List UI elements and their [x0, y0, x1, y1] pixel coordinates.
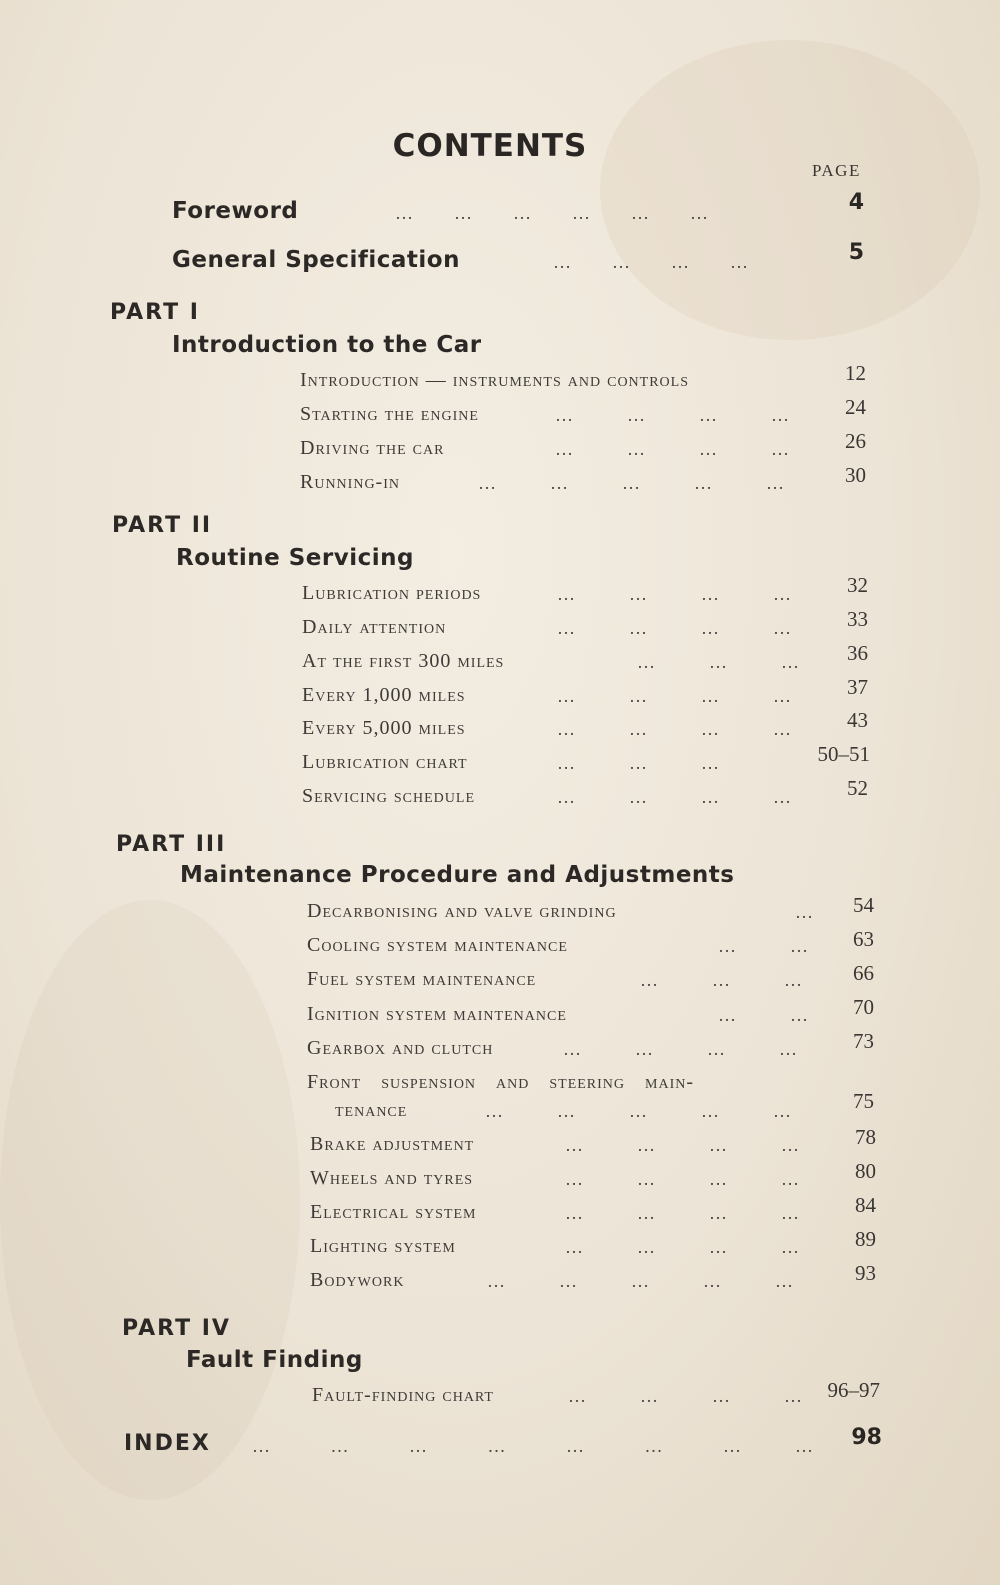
toc-item-page: 96–97: [827, 1378, 880, 1402]
toc-item-page: 66: [853, 961, 874, 985]
toc-item-label: Running-in: [300, 471, 400, 493]
toc-item-label: Fuel system maintenance: [307, 968, 537, 990]
toc-item-page: 75: [853, 1089, 874, 1113]
toc-item-label: Lubrication periods: [302, 582, 482, 604]
leader-dots: … …: [718, 936, 810, 956]
leader-dots: … … … …: [565, 1237, 801, 1257]
toc-item-label: Every 5,000 miles: [302, 717, 466, 739]
toc-item-page: 43: [847, 708, 868, 732]
toc-item-label: Gearbox and clutch: [307, 1037, 494, 1059]
leader-dots: … … … … …: [487, 1271, 795, 1291]
toc-general-specification-page: 5: [848, 240, 864, 265]
leader-dots: … … … …: [555, 439, 791, 459]
part-i-title: Introduction to the Car: [172, 332, 482, 358]
toc-item-page: 24: [845, 395, 866, 419]
part-iii-heading: PART III: [116, 832, 227, 857]
leader-dots: … … … …: [553, 252, 750, 272]
leader-dots: … … … … … … … …: [252, 1436, 815, 1456]
page-title: CONTENTS: [392, 128, 588, 164]
toc-item-page: 89: [855, 1227, 876, 1251]
toc-item-label: Introduction — instruments and controls: [300, 369, 689, 391]
leader-dots: … … … … …: [478, 473, 786, 493]
leader-dots: … … … …: [565, 1169, 801, 1189]
part-iv-title: Fault Finding: [186, 1347, 363, 1373]
toc-item-label: Lighting system: [310, 1235, 456, 1257]
toc-item-label: Every 1,000 miles: [302, 684, 466, 706]
toc-item-label: Bodywork: [310, 1269, 405, 1291]
leader-dots: … … … … … …: [395, 203, 710, 223]
toc-item-page: 63: [853, 927, 874, 951]
part-iii-title: Maintenance Procedure and Adjustments: [180, 862, 735, 888]
part-ii-title: Routine Servicing: [176, 545, 414, 571]
part-iv-heading: PART IV: [122, 1316, 231, 1341]
toc-item-label-continued: tenance: [335, 1099, 408, 1121]
toc-item-label: Ignition system maintenance: [307, 1003, 567, 1025]
leader-dots: … … …: [640, 970, 804, 990]
toc-item-label: Driving the car: [300, 437, 445, 459]
toc-item-label: Starting the engine: [300, 403, 479, 425]
leader-dots: … … … …: [557, 618, 793, 638]
page-column-label: PAGE: [812, 161, 861, 180]
toc-item-page: 12: [845, 361, 866, 385]
leader-dots: … … … …: [557, 686, 793, 706]
leader-dots: … … … …: [565, 1203, 801, 1223]
toc-item-page: 32: [847, 573, 868, 597]
leader-dots: … …: [718, 1005, 810, 1025]
toc-item-page: 78: [855, 1125, 876, 1149]
leader-dots: … … … …: [557, 787, 793, 807]
leader-dots: … … … …: [563, 1039, 799, 1059]
toc-item-label: Wheels and tyres: [310, 1167, 474, 1189]
toc-item-label: Electrical system: [310, 1201, 477, 1223]
toc-item-label: Cooling system maintenance: [307, 934, 568, 956]
toc-item-label: Servicing schedule: [302, 785, 475, 807]
leader-dots: … … … …: [568, 1386, 804, 1406]
toc-foreword-label: Foreword: [172, 198, 299, 224]
part-ii-heading: PART II: [112, 513, 213, 538]
toc-item-page: 54: [853, 893, 874, 917]
toc-index-label: INDEX: [124, 1431, 211, 1456]
leader-dots: … … … … …: [485, 1101, 793, 1121]
toc-item-page: 37: [847, 675, 868, 699]
toc-item-label: Fault-finding chart: [312, 1384, 494, 1406]
part-i-heading: PART I: [110, 300, 200, 325]
toc-general-specification-label: General Specification: [172, 247, 460, 273]
toc-item-page: 80: [855, 1159, 876, 1183]
leader-dots: … … …: [637, 652, 801, 672]
toc-index-page: 98: [851, 1425, 882, 1450]
leader-dots: … … … …: [557, 584, 793, 604]
toc-item-page: 84: [855, 1193, 876, 1217]
leader-dots: … … … …: [555, 405, 791, 425]
toc-item-page: 36: [847, 641, 868, 665]
leader-dots: … … … …: [557, 719, 793, 739]
toc-item-label: Brake adjustment: [310, 1133, 475, 1155]
toc-item-page: 52: [847, 776, 868, 800]
toc-item-label: At the first 300 miles: [302, 650, 505, 672]
toc-item-page: 33: [847, 607, 868, 631]
toc-item-page: 50–51: [817, 742, 870, 766]
toc-item-page: 93: [855, 1261, 876, 1285]
toc-item-page: 26: [845, 429, 866, 453]
toc-item-label: Lubrication chart: [302, 751, 468, 773]
toc-item-page: 30: [845, 463, 866, 487]
toc-item-page: 73: [853, 1029, 874, 1053]
toc-foreword-page: 4: [848, 190, 864, 215]
toc-item-label: Daily attention: [302, 616, 447, 638]
leader-dots: …: [795, 902, 815, 922]
toc-item-label: Decarbonising and valve grinding: [307, 900, 617, 922]
toc-item-page: 70: [853, 995, 874, 1019]
leader-dots: … … … …: [565, 1135, 801, 1155]
leader-dots: … … …: [557, 753, 721, 773]
toc-item-label: Front suspension and steering main-: [307, 1071, 695, 1093]
